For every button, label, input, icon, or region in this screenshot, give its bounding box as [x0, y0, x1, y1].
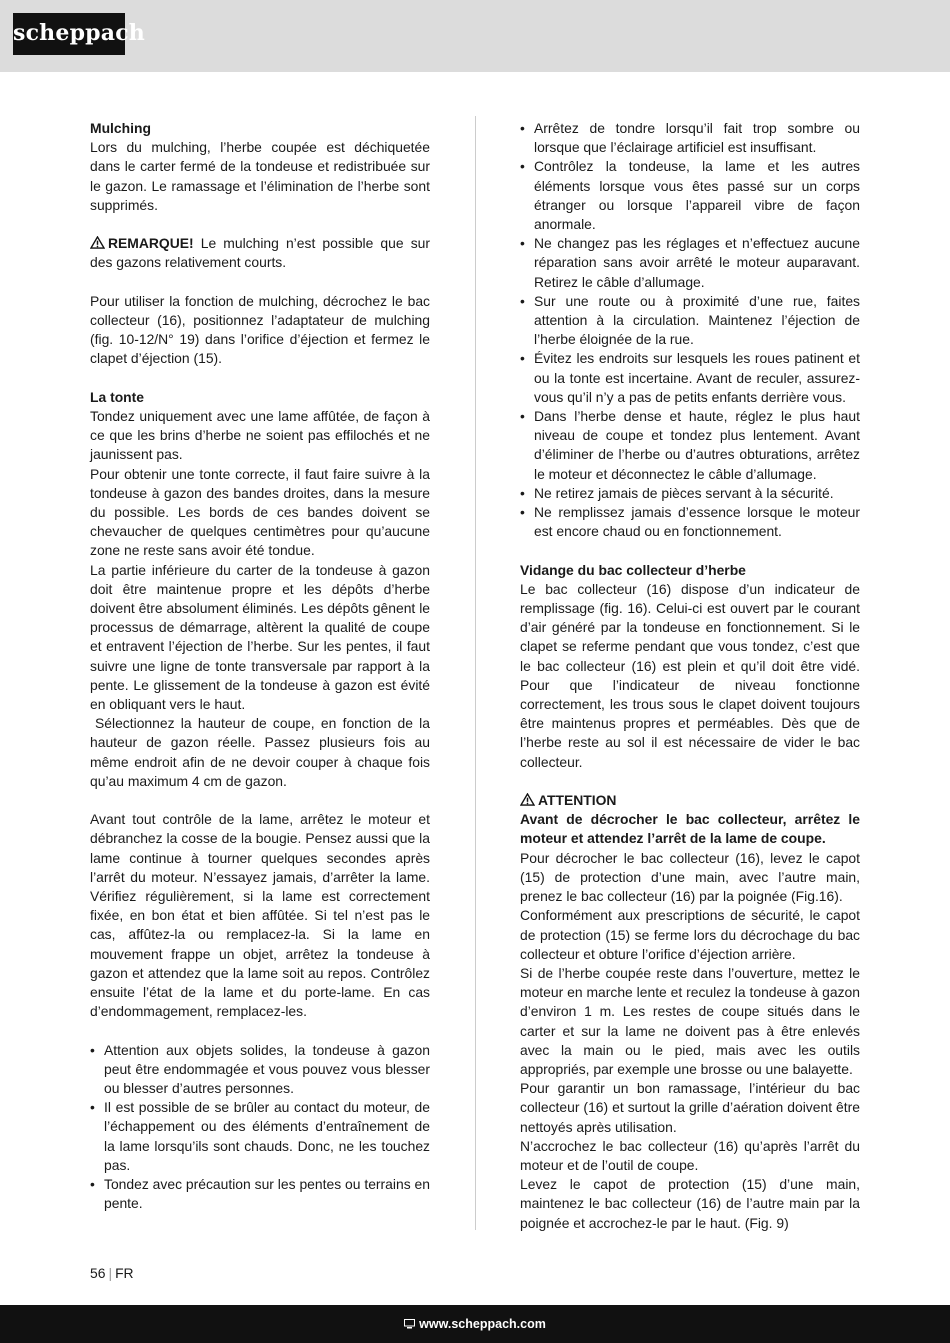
page-number-value: 56: [90, 1265, 106, 1281]
page-header: [0, 0, 950, 72]
list-item: • Attention aux objets solides, la tondeuse à gazon peut être endommagée et vous pouvez vous blesser ou blesser d’autres personnes.: [90, 1041, 430, 1097]
left-column: [90, 119, 430, 1214]
warning-icon: [90, 236, 105, 249]
remarque-text: Le mulching n’est possible que sur des gazons relativement courts.: [90, 235, 430, 271]
attention-paragraph-2: Conformément aux prescriptions de sécurité, le capot de protection (15) se ferme lors du décrochage du bac collecteur et obture l’orifice d’éjection arrière.: [520, 907, 860, 962]
tonte-heading: La tonte: [90, 388, 145, 405]
monitor-icon: [404, 1319, 415, 1329]
attention-paragraph-5: N’accrochez le bac collecteur (16) qu’après l’arrêt du moteur et de l’outil de coupe.: [520, 1137, 860, 1173]
attention-paragraph-3: Si de l’herbe coupée reste dans l’ouverture, mettez le moteur en marche lente et reculez la tondeuse à gazon d’environ 1 m. Les restes de coupe situés dans le carter et sur la lame ne doivent pas à être enlevés avec la main ou le pied, mais avec les outils appropriés, par exemple une brosse ou une balayette.: [520, 964, 860, 1077]
vidange-text: Le bac collecteur (16) dispose d’un indicateur de remplissage (fig. 16). Celui-ci est ouvert par le courant d’air généré par la tondeuse en fonctionnement. Si le clapet se referme pendant que vous tondez, c’est que le bac collecteur (16) est plein et qu’il doit être vidé. Pour que l’indicateur de niveau fonctionne correctement, les trous sous le clapet doivent toujours être maintenus propres et perméables. Dès que de l’herbe reste au sol il est nécessaire de vider le bac collecteur.: [520, 580, 860, 770]
list-item: • Ne remplissez jamais d’essence lorsque le moteur est encore chaud ou en fonctionnement.: [520, 504, 860, 540]
website-link[interactable]: www.scheppach.com: [419, 1317, 546, 1331]
remarque-label: REMARQUE!: [108, 235, 194, 252]
list-item: • Contrôlez la tondeuse, la lame et les autres éléments lorsque vous êtes passé sur un corps étranger ou lorsque l’appareil vibre de façon anormale.: [520, 158, 860, 233]
remarque-note: [90, 234, 430, 272]
right-column: [520, 119, 860, 1233]
list-item: • Sur une route ou à proximité d’une rue, faites attention à la circulation. Maintenez l’éjection de l’herbe éloignée de la rue.: [520, 292, 860, 348]
attention-paragraph-4: Pour garantir un bon ramassage, l’intérieur du bac collecteur (16) et surtout la grille d’aération doivent être nettoyés après utilisation.: [520, 1080, 860, 1135]
lame-paragraph: Avant tout contrôle de la lame, arrêtez le moteur et débranchez la cosse de la bougie. Pensez aussi que la lame continue à tourner quelques secondes après l’arrêt du moteur. N’essayez jamais, d’arrêter la lame. Vérifiez régulièrement, si la lame est correctement fixée, en bon état et bien affûtée. Si tel n’est pas le cas, affûtez-la ou remplacez-la. Si la lame en mouvement frappe un objet, arrêtez la tondeuse à gazon et attendez que la lame soit au repos. Contrôlez ensuite l’état de la lame et du porte-lame. En cas d’endommagement, remplacez-les.: [90, 811, 430, 1020]
attention-bold-text: Avant de décrocher le bac collecteur, arrêtez le moteur et attendez l’arrêt de la lame de coupe.: [520, 811, 860, 847]
page-footer: [0, 1305, 950, 1343]
warning-icon: [520, 793, 535, 806]
vidange-heading: Vidange du bac collecteur d’herbe: [520, 561, 746, 578]
tonte-paragraph-1: Tondez uniquement avec une lame affûtée, de façon à ce que les brins d’herbe ne soient pas effilochés et ne jaunissent pas.: [90, 408, 430, 463]
tonte-paragraph-2: Pour obtenir une tonte correcte, il faut faire suivre à la tondeuse à gazon des bandes droites, dans la mesure du possible. Les bords de ces bandes doivent se chevaucher de quelques centimètres pour qu’aucune zone ne reste sans avoir été tondue.: [90, 465, 430, 559]
tonte-paragraph-4: Sélectionnez la hauteur de coupe, en fonction de la hauteur de gazon réelle. Passez plusieurs fois au même endroit afin de ne devoir couper à chaque fois qu’au maximum 4 cm de gazon.: [90, 715, 430, 789]
attention-heading: [520, 791, 860, 810]
list-item: • Ne changez pas les réglages et n’effectuez aucune réparation sans avoir arrêté le moteur auparavant. Retirez le câble d’allumage.: [520, 235, 860, 290]
attention-paragraph-1: Pour décrocher le bac collecteur (16), levez le capot (15) de protection d’une main, avec l’autre main, prenez le bac collecteur (16) par la poignée (Fig.16).: [520, 849, 860, 905]
page-language: FR: [115, 1265, 134, 1281]
brand-logo: scheppach: [13, 13, 125, 55]
mulching-heading: Mulching: [90, 120, 151, 136]
tonte-paragraph-3: La partie inférieure du carter de la tondeuse à gazon doit être maintenue propre et les dépôts d’herbe doivent être absolument éliminés. Les dépôts gênent le processus de démarrage, altèrent la qualité de coupe et entravent l’éjection de l’herbe. Sur les pentes, il faut suivre une ligne de tonte transversale par rapport à la pente. Le glissement de la tondeuse à gazon est évité en obliquant vers le haut.: [90, 561, 430, 713]
list-item: • Ne retirez jamais de pièces servant à la sécurité.: [520, 484, 834, 501]
list-item: • Dans l’herbe dense et haute, réglez le plus haut niveau de coupe et tondez plus lentement. Avant d’éliminer de l’herbe ou d’autres obturations, arrêtez le moteur et déconnectez le câble d’allumage.: [520, 408, 860, 482]
list-item: • Il est possible de se brûler au contact du moteur, de l’échappement ou des éléments d’entraînement de la lame lorsqu’ils sont chauds. Donc, ne les touchez pas.: [90, 1099, 430, 1173]
attention-label: ATTENTION: [538, 792, 617, 809]
list-item: • Tondez avec précaution sur les pentes ou terrains en pente.: [90, 1176, 430, 1212]
mulching-text: Lors du mulching, l’herbe coupée est déchiquetée dans le carter fermé de la tondeuse et redistribuée sur le gazon. Le ramassage et l’élimination de l’herbe sont supprimés.: [90, 139, 430, 213]
column-divider: [475, 116, 476, 1230]
list-item: • Évitez les endroits sur lesquels les roues patinent et ou la tonte est incertaine. Avant de reculer, assurez-vous qu’il n’y a pas de petits enfants derrière vous.: [520, 350, 860, 405]
list-item: • Arrêtez de tondre lorsqu’il fait trop sombre ou lorsque que l’éclairage artificiel est insuffisant.: [520, 120, 860, 156]
attention-paragraph-6: Levez le capot de protection (15) d’une main, maintenez le bac collecteur (16) de l’autre main par la poignée et accrochez-le par le haut. (Fig. 9): [520, 1176, 860, 1231]
mulching-usage: Pour utiliser la fonction de mulching, décrochez le bac collecteur (16), positionnez l’adaptateur de mulching (fig. 10-12/N° 19) dans l’orifice d’éjection et fermez le clapet d’éjection (15).: [90, 292, 430, 367]
page-number: 56 | FR: [90, 1265, 134, 1281]
